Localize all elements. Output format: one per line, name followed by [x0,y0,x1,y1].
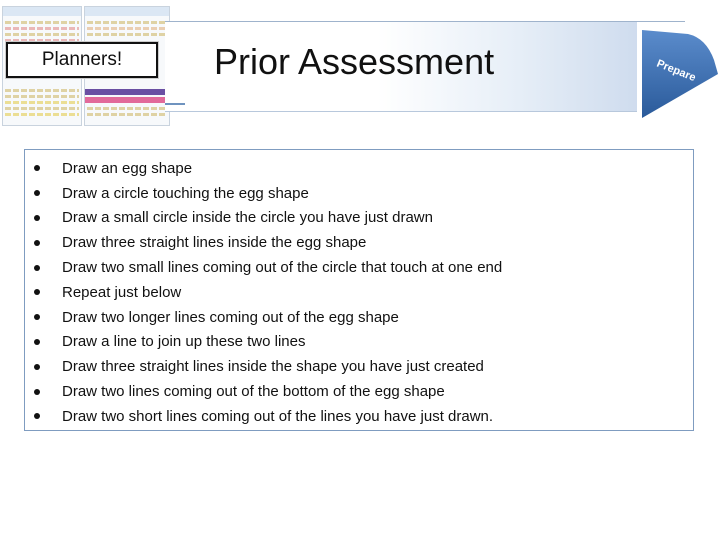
prepare-badge-icon [640,30,720,120]
list-item [25,305,502,330]
page-title: Prior Assessment [214,41,495,82]
bullet-icon [34,265,40,271]
steps-list [25,156,502,429]
list-item [25,230,502,255]
bullet-icon [34,215,40,221]
bullet-icon [34,165,40,171]
list-item [25,330,502,355]
step-text: Draw a line to join up these two lines [62,333,306,351]
step-text: Draw an egg shape [62,159,193,177]
bullet-icon [34,364,40,370]
step-text: Draw two short lines coming out of the lines you have just drawn. [62,407,494,425]
list-item [25,181,502,206]
step-text: Draw three straight lines inside the shape you have just created [62,358,484,376]
list-item [25,379,502,404]
list-item [25,206,502,231]
step-text: Draw two small lines coming out of the circle that touch at one end [62,259,503,277]
step-text: Draw a circle touching the egg shape [62,184,309,202]
steps-panel [24,149,694,431]
step-text: Repeat just below [62,283,182,301]
bullet-icon [34,413,40,419]
step-text: Draw two lines coming out of the bottom of the egg shape [62,383,445,401]
bullet-icon [34,240,40,246]
title-accent [165,103,185,105]
bullet-icon [34,314,40,320]
prepare-label: Prepare [654,57,698,85]
list-item [25,280,502,305]
list-item [25,255,502,280]
list-item [25,156,502,181]
list-item [25,404,502,429]
list-item [25,354,502,379]
bullet-icon [34,339,40,345]
bullet-icon [34,289,40,295]
step-text: Draw three straight lines inside the egg shape [62,234,367,252]
bullet-icon [34,190,40,196]
bullet-icon [34,389,40,395]
step-text: Draw two longer lines coming out of the egg shape [62,308,399,326]
planners-label: Planners! [41,49,123,70]
planners-button[interactable] [6,42,158,78]
step-text: Draw a small circle inside the circle you have just drawn [62,209,433,227]
